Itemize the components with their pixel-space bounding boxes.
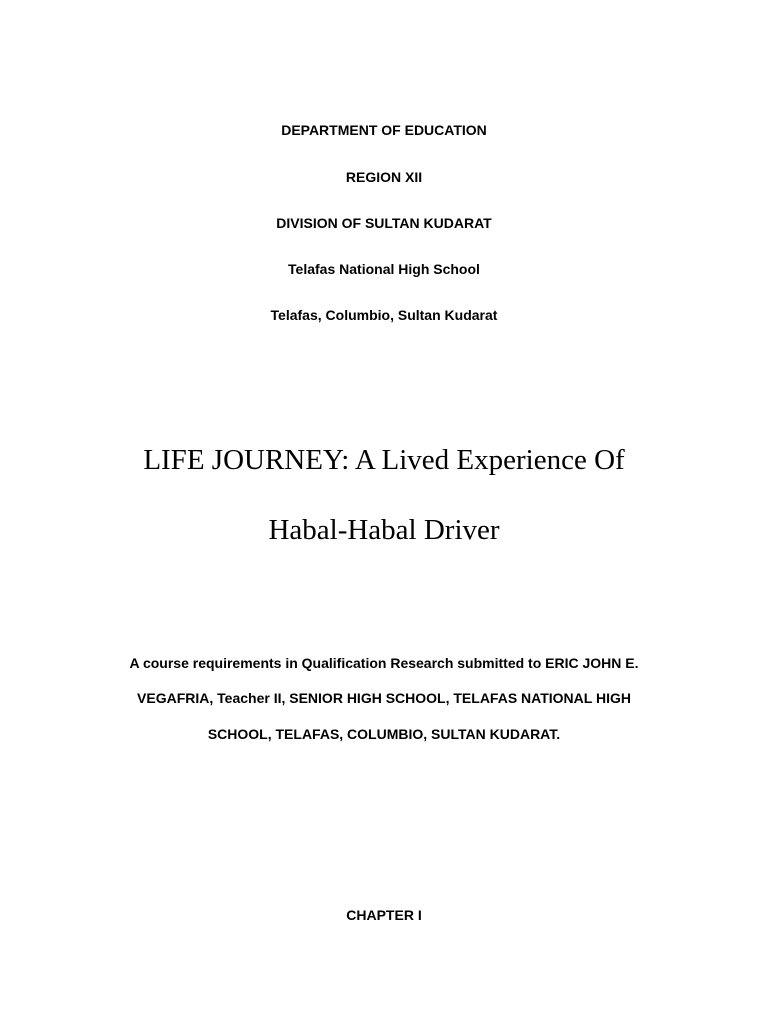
chapter-heading: CHAPTER I [346, 907, 422, 923]
document-title-line-2: Habal-Habal Driver [268, 514, 500, 546]
school-address: Telafas, Columbio, Sultan Kudarat [270, 307, 498, 323]
division-heading: DIVISION OF SULTAN KUDARAT [276, 215, 492, 231]
submission-statement-line-2: VEGAFRIA, Teacher II, SENIOR HIGH SCHOOL, TELAFAS NATIONAL HIGH [137, 690, 631, 706]
school-name: Telafas National High School [288, 261, 480, 277]
document-title-line-1: LIFE JOURNEY: A Lived Experience Of [143, 444, 625, 476]
region-heading: REGION XII [345, 169, 423, 185]
department-heading: DEPARTMENT OF EDUCATION [281, 122, 487, 138]
submission-statement-line-1: A course requirements in Qualification Research submitted to ERIC JOHN E. [129, 655, 639, 671]
submission-statement-line-3: SCHOOL, TELAFAS, COLUMBIO, SULTAN KUDARAT. [207, 726, 561, 742]
